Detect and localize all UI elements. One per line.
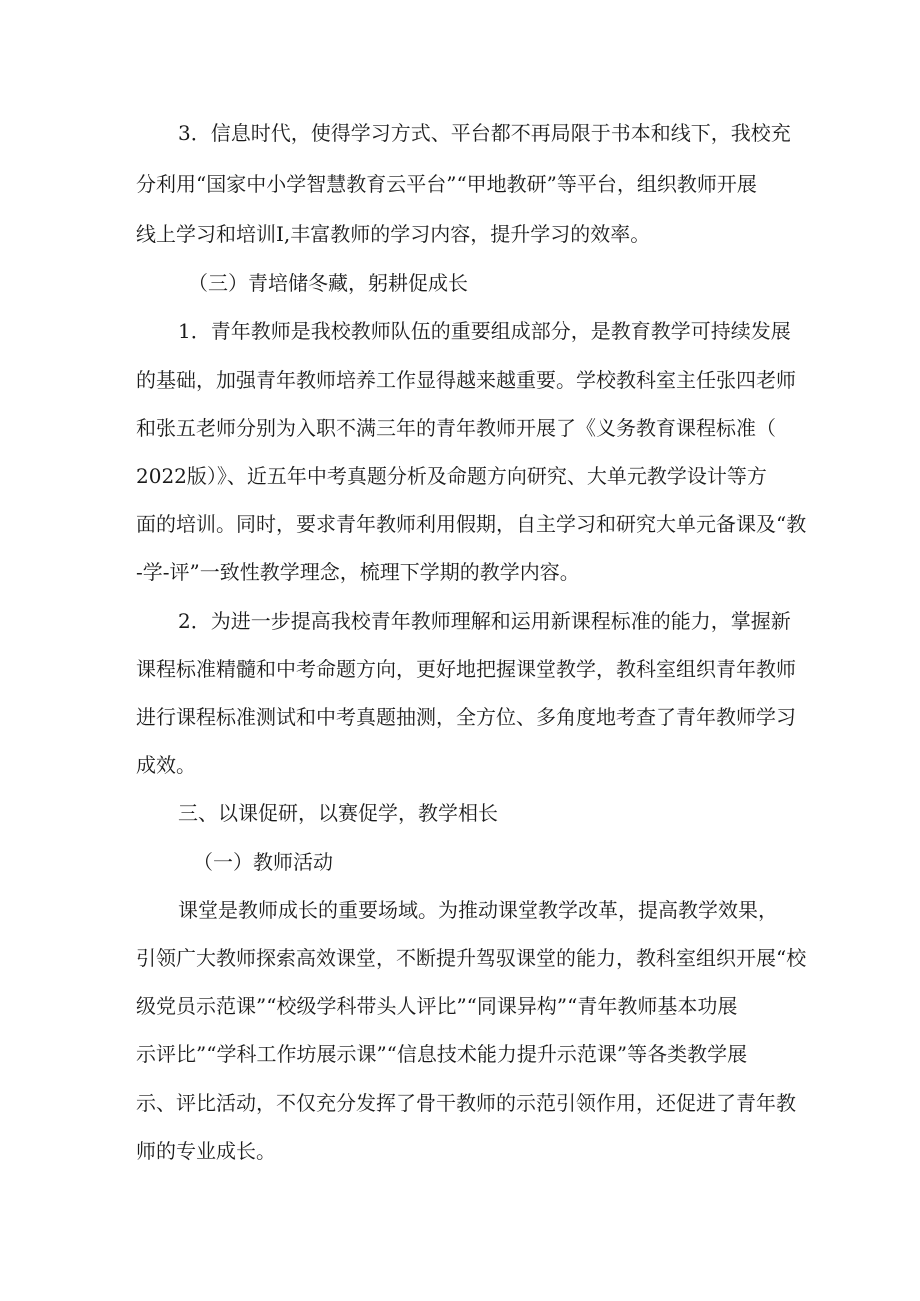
paragraph-classroom-line-5: 示、评比活动，不仅充分发挥了骨干教师的示范引领作用，还促进了青年教 (136, 1091, 796, 1115)
paragraph-classroom-line-2: 引领广大教师探索高效课堂，不断提升驾驭课堂的能力，教科室组织开展“校 (136, 946, 807, 970)
paragraph-item-2-line-4: 成效。 (136, 753, 196, 777)
paragraph-classroom-line-4: 示评比”“学科工作坊展示课”“信息技术能力提升示范课”等各类教学展 (136, 1042, 748, 1066)
paragraph-item-1-line-6: -学-评”一致性教学理念，梳理下学期的教学内容。 (136, 560, 580, 584)
paragraph-item-1-line-3: 和张五老师分别为入职不满三年的青年教师开展了《义务教育课程标准（ (136, 416, 776, 440)
paragraph-item-2-line-3: 进行课程标准测试和中考真题抽测，全方位、多角度地考查了青年教师学习 (136, 705, 796, 729)
paragraph-item-1-line-5: 面的培训。同时，要求青年教师利用假期，自主学习和研究大单元备课及“教 (136, 512, 807, 536)
paragraph-item-3-line-1: 3．信息时代，使得学习方式、平台都不再局限于书本和线下，我校充 (178, 121, 791, 145)
section-heading-three: 三、以课促研，以赛促学，教学相长 (178, 801, 498, 825)
subheading-three: （三）青培储冬藏，躬耕促成长 (188, 271, 468, 295)
paragraph-item-3-line-2: 分利用“国家中小学智慧教育云平台”“甲地教研”等平台，组织教师开展 (136, 172, 757, 196)
paragraph-item-1-line-1: 1．青年教师是我校教师队伍的重要组成部分，是教育教学可持续发展 (178, 319, 791, 343)
paragraph-item-2-line-2: 课程标准精髓和中考命题方向，更好地把握课堂教学，教科室组织青年教师 (136, 657, 796, 681)
subheading-one: （一）教师活动 (193, 850, 333, 874)
paragraph-item-3-line-3: 线上学习和培训I,丰富教师的学习内容，提升学习的效率。 (136, 222, 651, 246)
paragraph-classroom-line-3: 级党员示范课”“校级学科带头人评比”“同课异构”“青年教师基本功展 (136, 994, 738, 1018)
paragraph-item-1-line-2: 的基础，加强青年教师培养工作显得越来越重要。学校教科室主任张四老师 (136, 368, 796, 392)
paragraph-item-2-line-1: 2．为进一步提高我校青年教师理解和运用新课程标准的能力，掌握新 (178, 609, 791, 633)
paragraph-classroom-line-6: 师的专业成长。 (136, 1139, 276, 1163)
paragraph-item-1-line-4: 2022版）》、近五年中考真题分析及命题方向研究、大单元教学设计等方 (136, 464, 767, 488)
paragraph-classroom-line-1: 课堂是教师成长的重要场域。为推动课堂教学改革，提高教学效果， (178, 898, 778, 922)
